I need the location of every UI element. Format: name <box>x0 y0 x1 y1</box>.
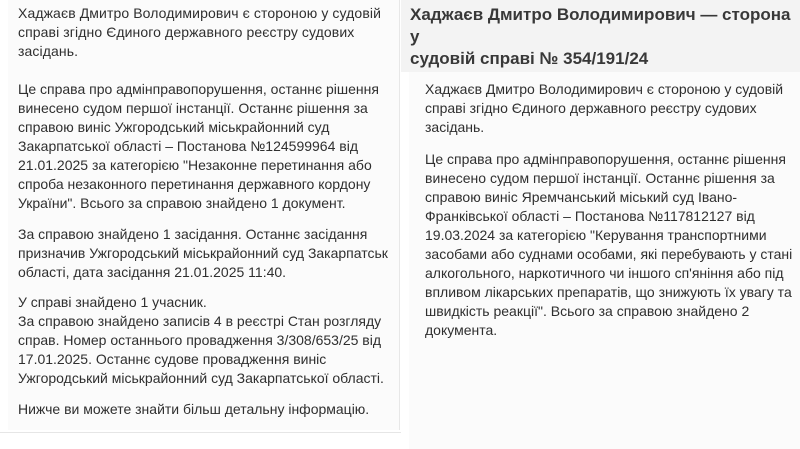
left-participants-paragraph: У справі знайдено 1 учасник. За справою знайдено записів 4 в реєстрі Стан розгляду справ. Номер останнього провадження 3/308/653/25 від 17.01.2025. Останнє судове провадження виніс Ужгородський міськрайонний суд Закарпатської області. <box>18 294 384 386</box>
right-page-title: Хаджаєв Дмитро Володимирович — сторона у судовій справі № 354/191/24 <box>410 5 791 68</box>
right-decision-paragraph: Це справа про адмінправопорушення, останнє рішення винесено судом першої інстанції. Останнє рішення за справою виніс Яремчанський міський суд Івано- Франківської області – Постанова №117812127 від 19.03.2024 за категорією "Керування транспортними засобами або суднами особами, які перебувають у стані алкогольного, наркотичного чи іншого сп'яніння або під впливом лікарських препаратів, що знижують їх увагу та швидкість реакції". Всього за справою знайдено 2 документа. <box>425 151 793 338</box>
left-hearing-paragraph: За справою знайдено 1 засідання. Останнє засідання призначив Ужгородський міськрайонний суд Закарпатськ області, дата засідання 21.01.2025 11:40. <box>18 226 388 280</box>
left-decision-paragraph: Це справа про адмінправопорушення, останнє рішення винесено судом першої інстанції. Останнє рішення за справою виніс Ужгородський міськрайонний суд Закарпатської області – Постанова №124599964 від 21.01.2025 за категорією "Незаконне перетинання або спроба незаконного перетинання державного кордону України". Всього за справою знайдено 1 документ. <box>18 81 379 211</box>
left-more-info-text: Нижче ви можете знайти більш детальну інформацію. <box>18 401 370 417</box>
right-case-intro: Хаджаєв Дмитро Володимирович є стороною у судовій справі згідно Єдиного державного реєстру судових засідань. <box>425 81 784 135</box>
left-case-intro: Хаджаєв Дмитро Володимирович є стороною у судовій справі згідно Єдиного державного реєстру судових засідань. <box>18 5 381 59</box>
left-bottom-divider <box>0 432 401 449</box>
